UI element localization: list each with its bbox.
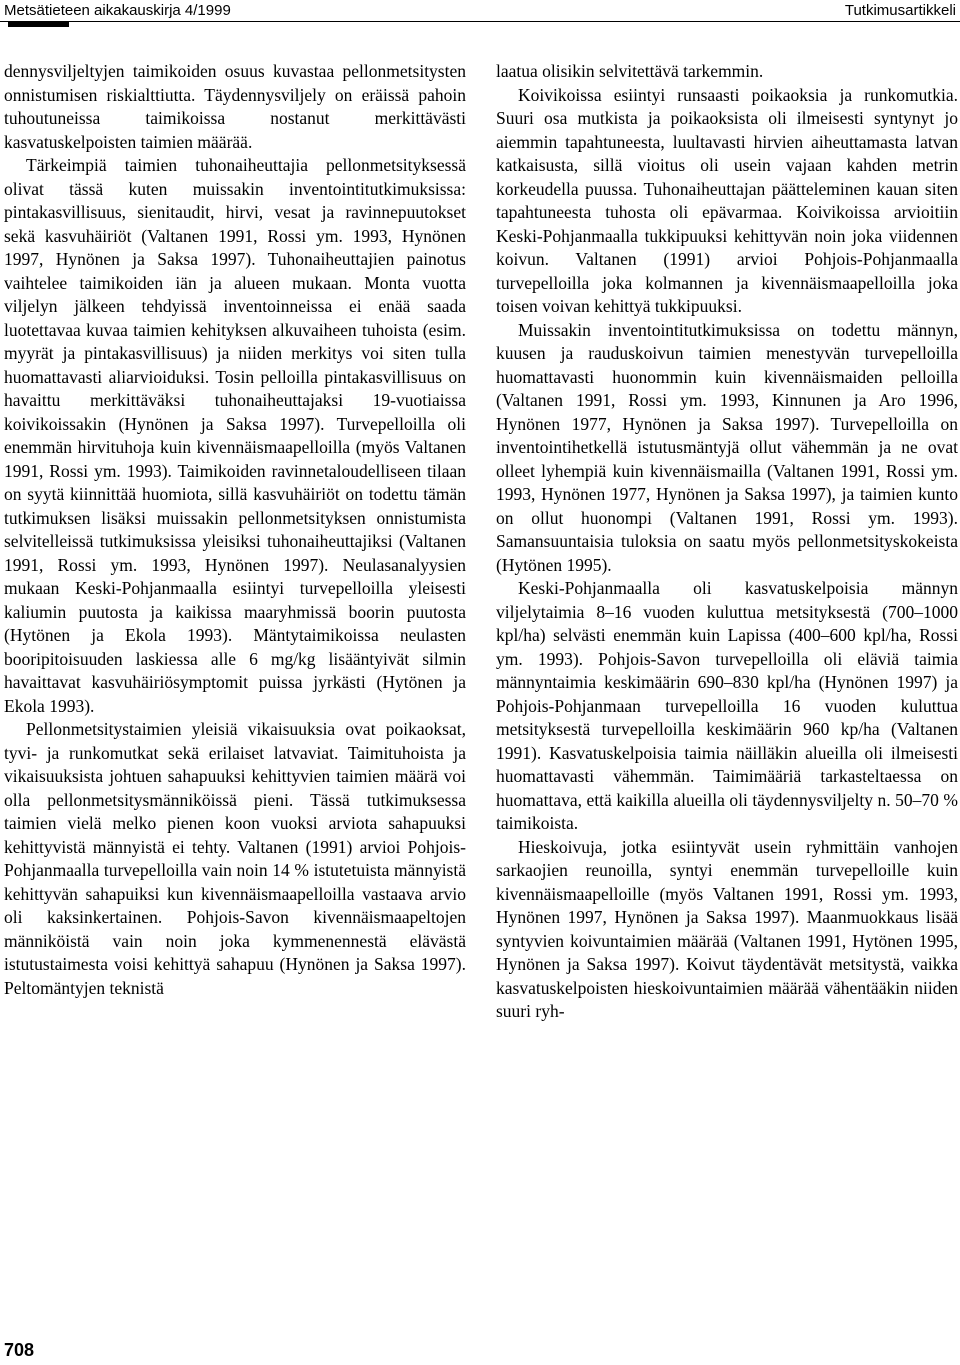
paragraph: Tärkeimpiä taimien tuhonaiheuttajia pellonmetsityksessä olivat tässä kuten muissakin inventointitutkimuksissa: pintakasvillisuus, sienitaudit, hirvi, vesat ja ravinnepuutokset sekä kasvuhäiriöt (Valtanen 1991, Rossi ym. 1993, Hynönen 1997, Hynönen ja Saksa 1997). Tuhonaiheuttajien painotus vaihtelee taimikoiden iän ja alueen mukaan. Monta vuotta viljelyn jälkeen tehdyissä inventoinneissa ei enää saada luotettavaa kuvaa taimien kehityksen alkuvaiheen tuhoista (esim. myyrät ja pintakasvillisuus) ja niiden merkitys voi siten tulla huomattavasti aliarvioiduksi. Tosin pelloilla pintakasvillisuus on havaittu merkittäväksi tuhonaiheuttajaksi 19-vuotiaissa koivikoissakin (Hynönen ja Saksa 1997). Turvepelloilla oli enemmän hirvituhoja kuin kivennäismaapelloilla (myös Valtanen 1991, Rossi ym. 1993). Taimikoiden ravinnetaloudelliseen tilaan on syytä kiinnittää huomiota, sillä kasvuhäiriöt on todettu tämän tutkimuksen lisäksi muissakin pellonmetsityksen onnistumista selvitelleissä tutkimuksissa yleisiksi tuhonaiheuttajiksi (Valtanen 1991, Rossi ym. 1993, Hynönen 1997). Neulasanalyysien mukaan Keski-Pohjanmaalla esiintyi turvepelloilla yleisesti kaliumin puutosta ja kaikissa maaryhmissä boorin puutosta (Hytönen ja Ekola 1993). Mäntytaimikoissa neulasten booripitoisuuden laskiessa alle 6 mg/kg lisääntyivät silmin havaittavat kasvuhäiriösymptomit puissa jyrkästi (Hytönen ja Ekola 1993).	[4, 155, 466, 716]
paragraph: Pellonmetsitystaimien yleisiä vikaisuuksia ovat poikaoksat, tyvi- ja runkomutkat sekä erilaiset latvaviat. Taimituhoista ja vikaisuuksista johtuen sahapuuksi kehittyvien taimien määrä voi olla pellonmetsitysmänniköissä pieni. Tässä tutkimuksessa taimien vielä melko pienen koon vuoksi arviota sahapuuksi kehittyvistä männyistä ei tehty. Valtanen (1991) arvioi Pohjois-Pohjanmaalla turvepelloilla vain noin 14 % istutetuista männyistä kehittyvän sahapuiksi kun kivennäismaapelloilla vastaava arvio oli kaksinkertainen. Pohjois-Savon kivennäismaapeltojen männiköistä vain noin joka kymmenennestä elävästä istutustaimesta voisi kehittyä sahapuu (Hynönen ja Saksa 1997). Peltomäntyjen teknistä	[4, 719, 466, 998]
paragraph: Hieskoivuja, jotka esiintyvät usein ryhmittäin vanhojen sarkaojien reunoilla, syntyi enemmän turvepelloille kuin kivennäismaapelloille (myös Valtanen 1991, Rossi ym. 1993, Hynönen 1997, Hynönen ja Saksa 1997). Maanmuokkaus lisää syntyvien koivuntaimien määrää (Valtanen 1991, Hytönen 1995, Hynönen ja Saksa 1997). Koivut täydentävät metsitystä, vaikka kasvatuskelpoisten hieskoivuntaimien määrää vähentääkin niiden suuri ryh-	[496, 836, 958, 1021]
section-label: Tutkimusartikkeli	[844, 2, 956, 19]
paragraph: laatua olisikin selvitettävä tarkemmin.	[496, 61, 764, 81]
paragraph: Keski-Pohjanmaalla oli kasvatuskelpoisia männyn viljelytaimia 8–16 vuoden kuluttua metsityksestä (700–1000 kpl/ha) selvästi enemmän kuin Lapissa (400–600 kpl/ha, Rossi ym. 1993). Pohjois-Savon turvepelloilla oli eläviä taimia männyntaimia keskimäärin 690–830 kpl/ha (Hynönen 1997) ja Pohjois-Pohjanmaan turvepelloilla 16 vuoden kuluttua metsityksestä turvepelloilla keskimäärin 960 kp/ha (Valtanen 1991). Kasvatuskelpoisia taimia näilläkin alueilla oli ilmeisesti huomattavasti vähemmän. Taimimääriä tarkasteltaessa on huomattava, että kaikilla alueilla oli täydennysviljelty n. 50–70 % taimikoista.	[496, 578, 958, 833]
paragraph: Muissakin inventointitutkimuksissa on todettu männyn, kuusen ja rauduskoivun taimien menestyvän turvepelloilla huomattavasti huonommin kuin kivennäismaiden pelloilla (Valtanen 1991, Rossi ym. 1993, Kinnunen ja Aro 1996, Hynönen 1977, Hynönen ja Saksa 1997). Turvepelloilla on inventointihetkellä istutusmäntyjä ollut vähemmän ja ne ovat olleet lyhempiä kuin kivennäismailla (Valtanen 1991, Rossi ym. 1993, Hynönen 1977, Hynönen ja Saksa 1997), ja taimien kunto on ollut huonompi (Valtanen 1991, Rossi ym. 1993). Samansuuntaisia tuloksia on saatu myös pellonmetsityskokeista (Hytönen 1995).	[496, 319, 958, 575]
page-number: 708	[4, 1340, 35, 1360]
header-tab-marker	[8, 21, 69, 27]
journal-title: Metsätieteen aikakauskirja 4/1999	[4, 2, 231, 19]
right-column	[496, 60, 958, 1024]
header-rule	[0, 21, 960, 22]
left-column	[4, 60, 466, 1000]
running-header	[0, 0, 960, 24]
paragraph: Koivikoissa esiintyi runsaasti poikaoksia ja runkomutkia. Suuri osa mutkista ja poikaoksista oli ilmeisesti syntynyt jo aiemmin tapahtuneesta, luultavasti hirvien aiheuttamasta latvan katkaisusta, sillä vioitus oli usein vajaan kahden metrin korkeudella puussa. Tuhonaiheuttajan päätteleminen kauan siten tapahtuneesta tuhosta oli epävarmaa. Koivikoissa arvioitiin Keski-Pohjanmaalla tukkipuuksi kehittyvän noin joka viidennen koivun. Valtanen (1991) arvioi Pohjois-Pohjanmaalla turvepelloilla joka kolmannen ja kivennäismaapelloilla joka toisen voivan kehittyä tukkipuuksi.	[496, 84, 958, 316]
paragraph: dennysviljeltyjen taimikoiden osuus kuvastaa pellonmetsitysten onnistumisen riskialttiutta. Täydennysviljely on eräissä pahoin tuhoutuneissa taimikoissa nostanut merkittävästi kasvatuskelpoisten taimien määrää.	[4, 61, 466, 152]
